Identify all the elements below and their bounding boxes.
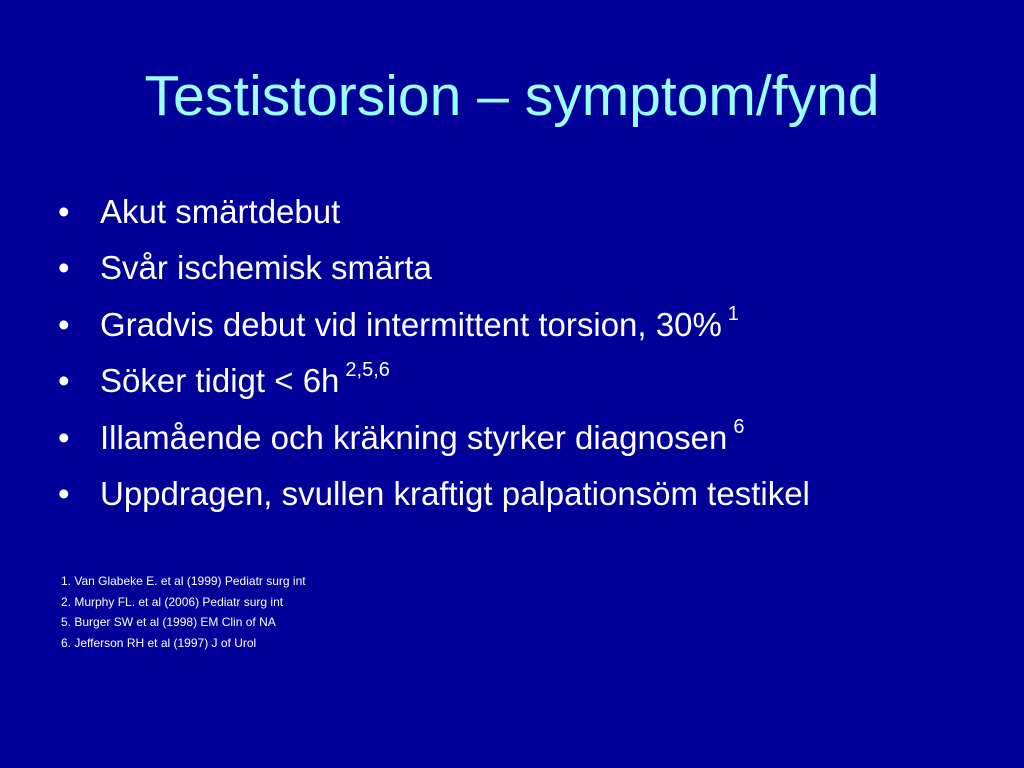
reference-list <box>61 572 306 654</box>
reference-superscript: 2,5,6 <box>345 359 390 382</box>
bullet-icon: • <box>58 474 70 512</box>
bullet-text: Söker tidigt < 6h <box>100 362 340 400</box>
bullet-icon: • <box>58 193 70 230</box>
reference-superscript: 1 <box>727 302 739 325</box>
bullet-text: Uppdragen, svullen kraftigt palpationsöm testikel <box>100 474 810 512</box>
bullet-text: Akut smärtdebut <box>100 193 341 230</box>
bullet-item <box>58 241 810 297</box>
bullet-icon: • <box>58 418 70 456</box>
bullet-text: Illamående och kräkning styrker diagnosen <box>100 418 728 456</box>
bullet-text: Svår ischemisk smärta <box>100 249 432 287</box>
reference-item: 2. Murphy FL. et al (2006) Pediatr surg int <box>61 594 284 609</box>
reference-item: 6. Jefferson RH et al (1997) J of Urol <box>61 635 257 650</box>
bullet-item <box>58 354 810 410</box>
reference-item: 1. Van Glabeke E. et al (1999) Pediatr surg int <box>61 574 306 588</box>
bullet-list <box>58 185 810 523</box>
bullet-item <box>58 411 810 467</box>
bullet-icon: • <box>58 249 70 287</box>
bullet-icon: • <box>58 305 70 343</box>
bullet-item <box>58 467 810 523</box>
bullet-item <box>58 185 810 241</box>
reference-item: 5. Burger SW et al (1998) EM Clin of NA <box>61 615 276 629</box>
bullet-icon: • <box>58 362 70 400</box>
bullet-item <box>58 298 810 354</box>
slide-title: Testistorsion – symptom/fynd <box>144 64 880 128</box>
bullet-text: Gradvis debut vid intermittent torsion, 30% <box>100 305 722 343</box>
reference-superscript: 6 <box>733 415 745 438</box>
